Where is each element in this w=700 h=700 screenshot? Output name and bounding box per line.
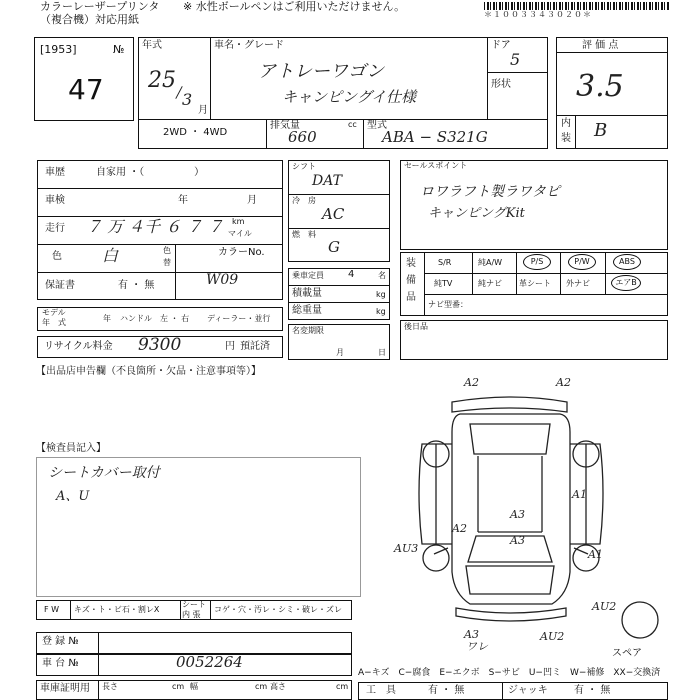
ac-label: 冷 房 (292, 196, 316, 205)
displacement-unit: cc (348, 120, 357, 129)
model-year-label-1: モデル (42, 308, 66, 317)
color-no-value: W09 (206, 272, 239, 288)
mark-windshield: A3 (510, 534, 525, 547)
month-value: 3 (182, 90, 193, 109)
load-unit: kg (376, 290, 386, 299)
mark-front-left: A3 (464, 628, 479, 641)
interior-value: B (594, 120, 608, 141)
inspection-label: 車検 (45, 195, 65, 206)
equip-sr: S/R (438, 258, 452, 267)
post-date-box (400, 320, 668, 360)
mileage-value: ７ 万 ４千 ６ ７ ７ (86, 217, 224, 236)
equip-ext-navi: 外ナビ (566, 279, 590, 288)
inspection-month: 月 (247, 195, 257, 206)
inspection-year: 年 (178, 195, 188, 206)
jack-label: ジャッキ (508, 685, 548, 696)
mark-front-center: AU2 (540, 630, 565, 643)
displacement-label: 排気量 (270, 120, 300, 131)
model-label: 型式 (367, 120, 387, 131)
mileage-label: 走行 (45, 223, 65, 234)
sales-point-line-1: ロワラフト製ラワタピ (420, 184, 560, 200)
mark-left-front: AU3 (394, 542, 419, 555)
expiry-label: 名変期限 (292, 326, 324, 335)
load-label: 積載量 (292, 288, 322, 299)
sales-point-box (400, 160, 668, 250)
history-label: 車歴 (45, 167, 65, 178)
equip-abs: ABS (613, 254, 641, 270)
cert-label: 車庫証明用 (40, 683, 90, 694)
equip-airbag: エアB (611, 275, 641, 291)
gross-unit: kg (376, 307, 386, 316)
color-label: 色 (52, 251, 62, 262)
pen-notice: ※ 水性ボールペンはご利用いただけません。 (183, 0, 406, 13)
door-label: ドア (491, 40, 511, 51)
mileage-unit-km: km (232, 217, 245, 226)
cert-height-unit: cm (336, 682, 349, 691)
color-no-label: カラーNo. (218, 247, 265, 258)
gross-label: 総重量 (292, 305, 322, 316)
cert-length: 長さ (102, 682, 118, 691)
barcode (484, 2, 670, 10)
damage-legend: A−キズ C−腐食 E−エクボ S−サビ U−凹ミ W−補修 XX−交換済 (358, 668, 661, 678)
mark-front-right: AU2 (592, 600, 617, 613)
drive-type: 2WD ・ 4WD (163, 127, 228, 138)
mark-roof: A3 (510, 508, 525, 521)
equip-tv: 純TV (434, 279, 453, 288)
lot-no-label: № (113, 43, 125, 56)
mark-right-front: A1 (588, 548, 603, 561)
inspector-label: 【検査員記入】 (36, 443, 106, 454)
navi-model-label: ナビ型番： (428, 300, 468, 309)
inspector-line-1: シートカバー取付 (48, 465, 160, 481)
sales-point-line-2: キャンピングKit (428, 206, 525, 221)
mileage-unit-mile: マイル (228, 229, 252, 238)
fuel-label: 燃 料 (292, 230, 316, 239)
model-year-year: 年 (103, 314, 111, 323)
register-row (36, 632, 352, 654)
fuel-value: G (328, 238, 340, 256)
model-value: ABA − S321G (382, 128, 488, 146)
month-suffix: 月 (198, 105, 208, 116)
history-value: 自家用 ・（ ） (96, 167, 205, 178)
equip-navi: 純ナビ (478, 279, 502, 288)
warranty-value: 有 ・ 無 (118, 280, 155, 291)
car-name: アトレーワゴン (258, 61, 384, 82)
equip-alloy-wheel: 純A/W (478, 258, 503, 267)
cert-width-unit: cm (255, 682, 268, 691)
expiry-day: 日 (378, 348, 386, 357)
year-label: 年式 (142, 40, 162, 51)
fw-label: F W (44, 605, 60, 614)
warranty-label: 保証書 (45, 280, 75, 291)
sales-point-label: セールスポイント (404, 161, 468, 170)
equip-ps: P/S (523, 254, 551, 270)
barcode-number: ＊１００３３４３０２０＊ (484, 10, 592, 19)
printer-sub: （複合機）対応用紙 (40, 13, 139, 26)
printer-line: カラーレーザープリンタ (40, 0, 160, 13)
model-year-label-2: 年 式 (42, 318, 66, 327)
expiry-month: 月 (336, 348, 344, 357)
interior-label-2: 装 (561, 133, 571, 144)
shift-label: シフト (292, 162, 316, 171)
jack-value: 有 ・ 無 (574, 685, 611, 696)
dealer-label: ディーラー・並行 (207, 314, 271, 323)
recycle-deposit: 預託済 (240, 341, 270, 352)
exhibitor-notes-label: 【出品店申告欄（不良箇所・欠品・注意事項等）】 (36, 366, 261, 377)
score-value: 3.5 (576, 69, 624, 104)
recycle-value: 9300 (138, 335, 182, 355)
mark-left-door: A2 (452, 522, 467, 535)
year-value: 25 (148, 68, 176, 93)
color-change-1: 色 (163, 246, 171, 255)
recycle-label: リサイクル料金 (44, 341, 113, 352)
handle-label: ハンドル 左 ・ 右 (120, 314, 190, 323)
interior-label-1: 内 (561, 118, 571, 129)
equipment-label-1: 装 (406, 258, 416, 269)
fw-items: キズ・ト・ビ石・割レX (74, 605, 160, 614)
equip-pw: P/W (568, 254, 596, 270)
seat-items: コゲ・穴・汚レ・シミ・破レ・ズレ (214, 605, 342, 614)
equipment-label-2: 備 (406, 275, 416, 286)
cert-height: 高さ (270, 682, 286, 691)
door-value: 5 (510, 50, 521, 69)
capacity-label: 乗車定員 (292, 271, 324, 280)
tools-value: 有 ・ 無 (428, 685, 465, 696)
tools-label: 工 具 (366, 685, 396, 696)
mark-front-left-crack: ワレ (466, 640, 488, 653)
seat-label-2: 内 張 (182, 610, 201, 619)
inspector-line-2: A、U (56, 489, 90, 504)
color-change-2: 替 (163, 258, 171, 267)
lot-number: 47 (68, 73, 104, 106)
car-grade: キャンピングイ仕様 (282, 88, 416, 106)
mark-right-side: A1 (572, 488, 587, 501)
mark-rear-left: A2 (464, 376, 479, 389)
register-label: 登 録 № (42, 636, 79, 647)
displacement-value: 660 (288, 128, 317, 146)
cert-width: 幅 (190, 682, 198, 691)
seat-label-1: シート (182, 600, 206, 609)
score-label: 評 価 点 (582, 40, 619, 51)
mark-rear-right: A2 (556, 376, 571, 389)
post-date-label: 後日品 (404, 322, 428, 331)
chassis-value: 0052264 (176, 653, 243, 671)
name-label: 車名・グレード (214, 40, 284, 51)
lot-code: [1953] (40, 43, 77, 56)
recycle-unit: 円 (225, 341, 235, 352)
shift-value: DAT (312, 173, 342, 189)
cert-length-unit: cm (172, 682, 185, 691)
spare-label: スペア (612, 648, 642, 659)
ac-value: AC (322, 205, 345, 223)
equip-leather: 革シート (519, 279, 551, 288)
capacity-unit: 名 (378, 271, 386, 280)
color-value: 白 (102, 246, 119, 265)
capacity-value: 4 (348, 269, 355, 280)
shape-label: 形状 (491, 79, 511, 90)
damage-diagram (392, 372, 692, 664)
equipment-label-3: 品 (406, 292, 416, 303)
chassis-label: 車 台 № (42, 658, 79, 669)
